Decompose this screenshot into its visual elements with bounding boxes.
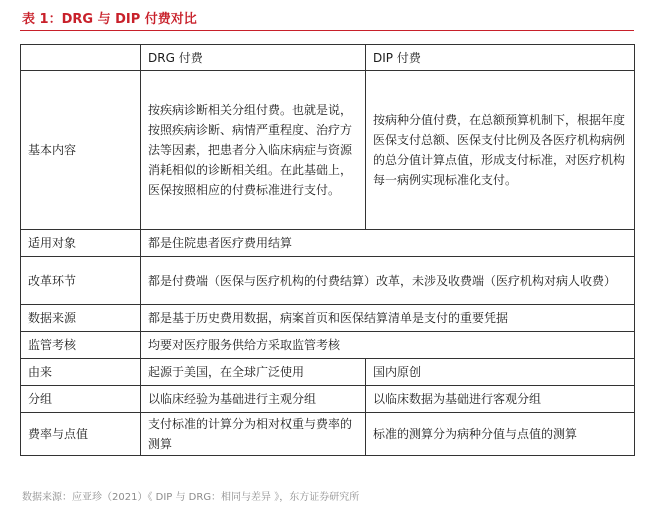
table-row-rate-and-point	[21, 413, 635, 456]
shared-cell: 都是住院患者医疗费用结算	[141, 230, 635, 257]
drg-cell: 起源于美国，在全球广泛使用	[141, 359, 366, 386]
table-title: 表 1：DRG 与 DIP 付费对比	[22, 12, 197, 27]
source-note: 数据来源：应亚珍（2021）《 DIP 与 DRG：相同与差异 》，东方证券研究所	[22, 492, 360, 503]
shared-cell: 都是付费端（医保与医疗机构的付费结算）改革，未涉及收费端（医疗机构对病人收费）	[141, 257, 635, 305]
row-label: 数据来源	[21, 305, 141, 332]
table-row-basic-content	[21, 71, 635, 230]
header-cell-empty	[21, 45, 141, 71]
table-row-applicable-objects	[21, 230, 635, 257]
drg-cell: 以临床经验为基础进行主观分组	[141, 386, 366, 413]
row-label: 分组	[21, 386, 141, 413]
drg-cell: 支付标准的计算分为相对权重与费率的测算	[141, 413, 366, 456]
dip-cell: 以临床数据为基础进行客观分组	[366, 386, 635, 413]
row-label: 由来	[21, 359, 141, 386]
shared-cell: 均要对医疗服务供给方采取监管考核	[141, 332, 635, 359]
row-label: 改革环节	[21, 257, 141, 305]
header-cell-dip: DIP 付费	[366, 45, 635, 71]
row-label: 适用对象	[21, 230, 141, 257]
table-row-supervision	[21, 332, 635, 359]
drg-cell: 按疾病诊断相关分组付费。也就是说，按照疾病诊断、病情严重程度、治疗方法等因素，把患者分入临床病症与资源消耗相似的诊断相关组。在此基础上，医保按照相应的付费标准进行支付。	[141, 71, 366, 230]
shared-cell: 都是基于历史费用数据，病案首页和医保结算清单是支付的重要凭据	[141, 305, 635, 332]
dip-cell: 按病种分值付费，在总额预算机制下，根据年度医保支付总额、医保支付比例及各医疗机构病例的总分值计算点值，形成支付标准，对医疗机构每一病例实现标准化支付。	[366, 71, 635, 230]
comparison-table	[20, 44, 635, 456]
title-divider	[20, 30, 634, 31]
table-header-row	[21, 45, 635, 71]
table-row-reform-stage	[21, 257, 635, 305]
table-row-data-source	[21, 305, 635, 332]
row-label: 基本内容	[21, 71, 141, 230]
table-row-grouping	[21, 386, 635, 413]
dip-cell: 标准的测算分为病种分值与点值的测算	[366, 413, 635, 456]
table-row-origin	[21, 359, 635, 386]
row-label: 监管考核	[21, 332, 141, 359]
row-label: 费率与点值	[21, 413, 141, 456]
header-cell-drg: DRG 付费	[141, 45, 366, 71]
dip-cell: 国内原创	[366, 359, 635, 386]
